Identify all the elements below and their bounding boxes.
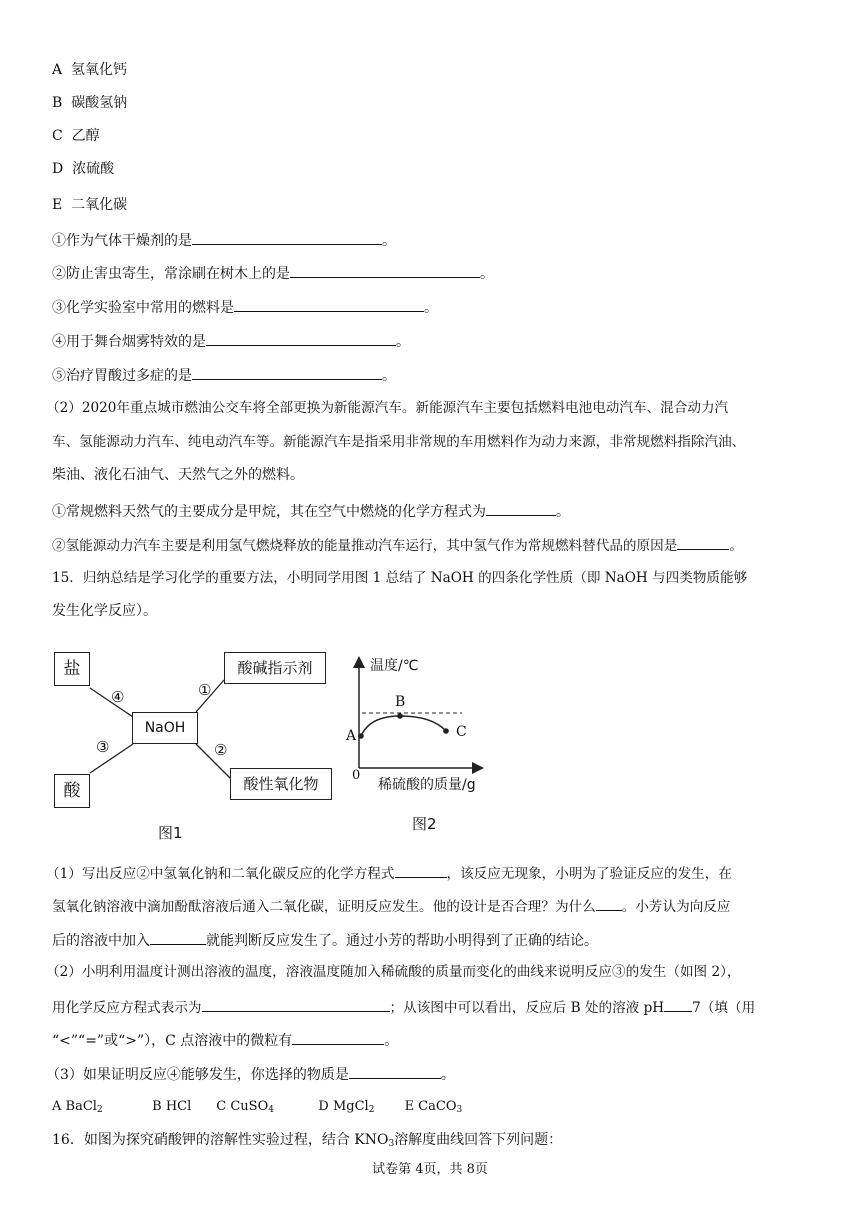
use-question-1: ①作为气体干燥剂的是 。 <box>52 229 396 251</box>
reaction-4-label: ④ <box>111 688 125 706</box>
answer-blank[interactable] <box>292 1029 384 1045</box>
sub1-line1: （1）写出反应②中氢氧化钠和二氧化碳反应的化学方程式 ，该反应无现象，小明为了验证反应的发生，在 <box>46 862 732 884</box>
reaction-3-label: ③ <box>96 738 110 756</box>
option-c: C 乙醇 <box>52 128 100 144</box>
answer-blank[interactable] <box>202 996 390 1012</box>
option-b: B 碳酸氢钠 <box>52 95 128 111</box>
choice-b: B HCl <box>152 1099 192 1114</box>
naoh-box: NaOH <box>132 712 198 744</box>
indicator-box: 酸碱指示剂 <box>224 652 326 684</box>
part2-paragraph-line: （2）2020年重点城市燃油公交车将全部更换为新能源汽车。新能源汽车主要包括燃料电池电动汽车、混合动力汽 <box>46 400 729 416</box>
q15-stem-line: 发生化学反应）。 <box>52 603 157 619</box>
answer-blank[interactable] <box>150 929 206 945</box>
choice-c: C CuSO$_4$ <box>216 1099 274 1115</box>
q15-stem-line: 15．归纳总结是学习化学的重要方法，小明同学用图 1 总结了 NaOH 的四条化学性质（即 NaOH 与四类物质能够 <box>52 570 748 586</box>
point-b-label: B <box>395 694 406 710</box>
salt-box: 盐 <box>54 652 90 686</box>
option-d: D 浓硫酸 <box>52 161 115 177</box>
sub2-line1: （2）小明利用温度计测出溶液的温度，溶液温度随加入稀硫酸的质量而变化的曲线来说明反应③的发生（如图 2）， <box>46 964 741 980</box>
use-question-4: ④用于舞台烟雾特效的是 。 <box>52 330 410 352</box>
temperature-curve <box>361 716 446 736</box>
point-a-label: A <box>346 728 357 744</box>
part2-paragraph-line: 车、氢能源动力汽车、纯电动汽车等。新能源汽车是指采用非常规的车用燃料作为动力来源，非常规燃料指除汽油、 <box>52 434 746 450</box>
point-c-label: C <box>456 724 467 740</box>
part2-question-1: ①常规燃料天然气的主要成分是甲烷，其在空气中燃烧的化学方程式为 。 <box>52 500 570 522</box>
sub1-line3: 后的溶液中加入 就能判断反应发生了。通过小芳的帮助小明得到了正确的结论。 <box>52 929 598 951</box>
point-a-dot <box>358 733 364 739</box>
x-axis-label: 稀硫酸的质量/g <box>378 777 476 793</box>
option-a: A 氢氧化钙 <box>52 62 128 78</box>
reaction-1-label: ① <box>198 681 212 699</box>
answer-blank[interactable] <box>395 862 447 878</box>
q16-stem: 16．如图为探究硝酸钾的溶解性实验过程，结合 $KNO_3$溶解度曲线回答下列问题： <box>52 1132 563 1149</box>
part2-question-2: ②氢能源动力汽车主要是利用氢气燃烧释放的能量推动汽车运行，其中氢气作为常规燃料替代品的原因是 。 <box>52 534 743 556</box>
reaction-2-label: ② <box>214 741 228 759</box>
point-c-dot <box>443 728 449 734</box>
use-question-3: ③化学实验室中常用的燃料是 。 <box>52 296 438 318</box>
sub1-line2: 氢氧化钠溶液中滴加酚酞溶液后通入二氧化碳，证明反应发生。他的设计是否合理？为什么 。小芳认为向反应 <box>52 895 731 917</box>
sub3-line: （3）如果证明反应④能够发生，你选择的物质是 。 <box>46 1063 455 1085</box>
answer-blank[interactable] <box>349 1063 441 1079</box>
page-footer: 试卷第 4页，共 8页 <box>372 1162 488 1177</box>
acid-box: 酸 <box>54 774 90 808</box>
acidic-oxide-box: 酸性氧化物 <box>230 768 332 800</box>
part2-paragraph-line: 柴油、液化石油气、天然气之外的燃料。 <box>52 467 304 483</box>
option-e: E 二氧化碳 <box>52 197 128 213</box>
figure2-caption: 图2 <box>412 815 437 833</box>
figure1-caption: 图1 <box>158 824 183 842</box>
origin-label: 0 <box>352 768 361 783</box>
use-question-5: ⑤治疗胃酸过多症的是 。 <box>52 364 396 386</box>
sub2-line3: “<”“=”或“>”），C 点溶液中的微粒有 。 <box>52 1029 398 1051</box>
y-axis-label: 温度/℃ <box>370 658 419 674</box>
use-question-2: ②防止害虫寄生，常涂刷在树木上的是 。 <box>52 262 494 284</box>
answer-blank[interactable] <box>664 996 692 1012</box>
point-b-dot <box>397 713 403 719</box>
choice-e: E CaCO$_3$ <box>404 1099 463 1115</box>
substance-choices <box>52 1097 462 1120</box>
choice-a: A BaCl$_2$ <box>52 1099 103 1115</box>
choice-d: D MgCl$_2$ <box>318 1099 375 1115</box>
answer-blank[interactable] <box>596 895 622 911</box>
sub2-line2: 用化学反应方程式表示为 ；从该图中可以看出，反应后 B 处的溶液 pH 7（填（用 <box>52 996 755 1018</box>
